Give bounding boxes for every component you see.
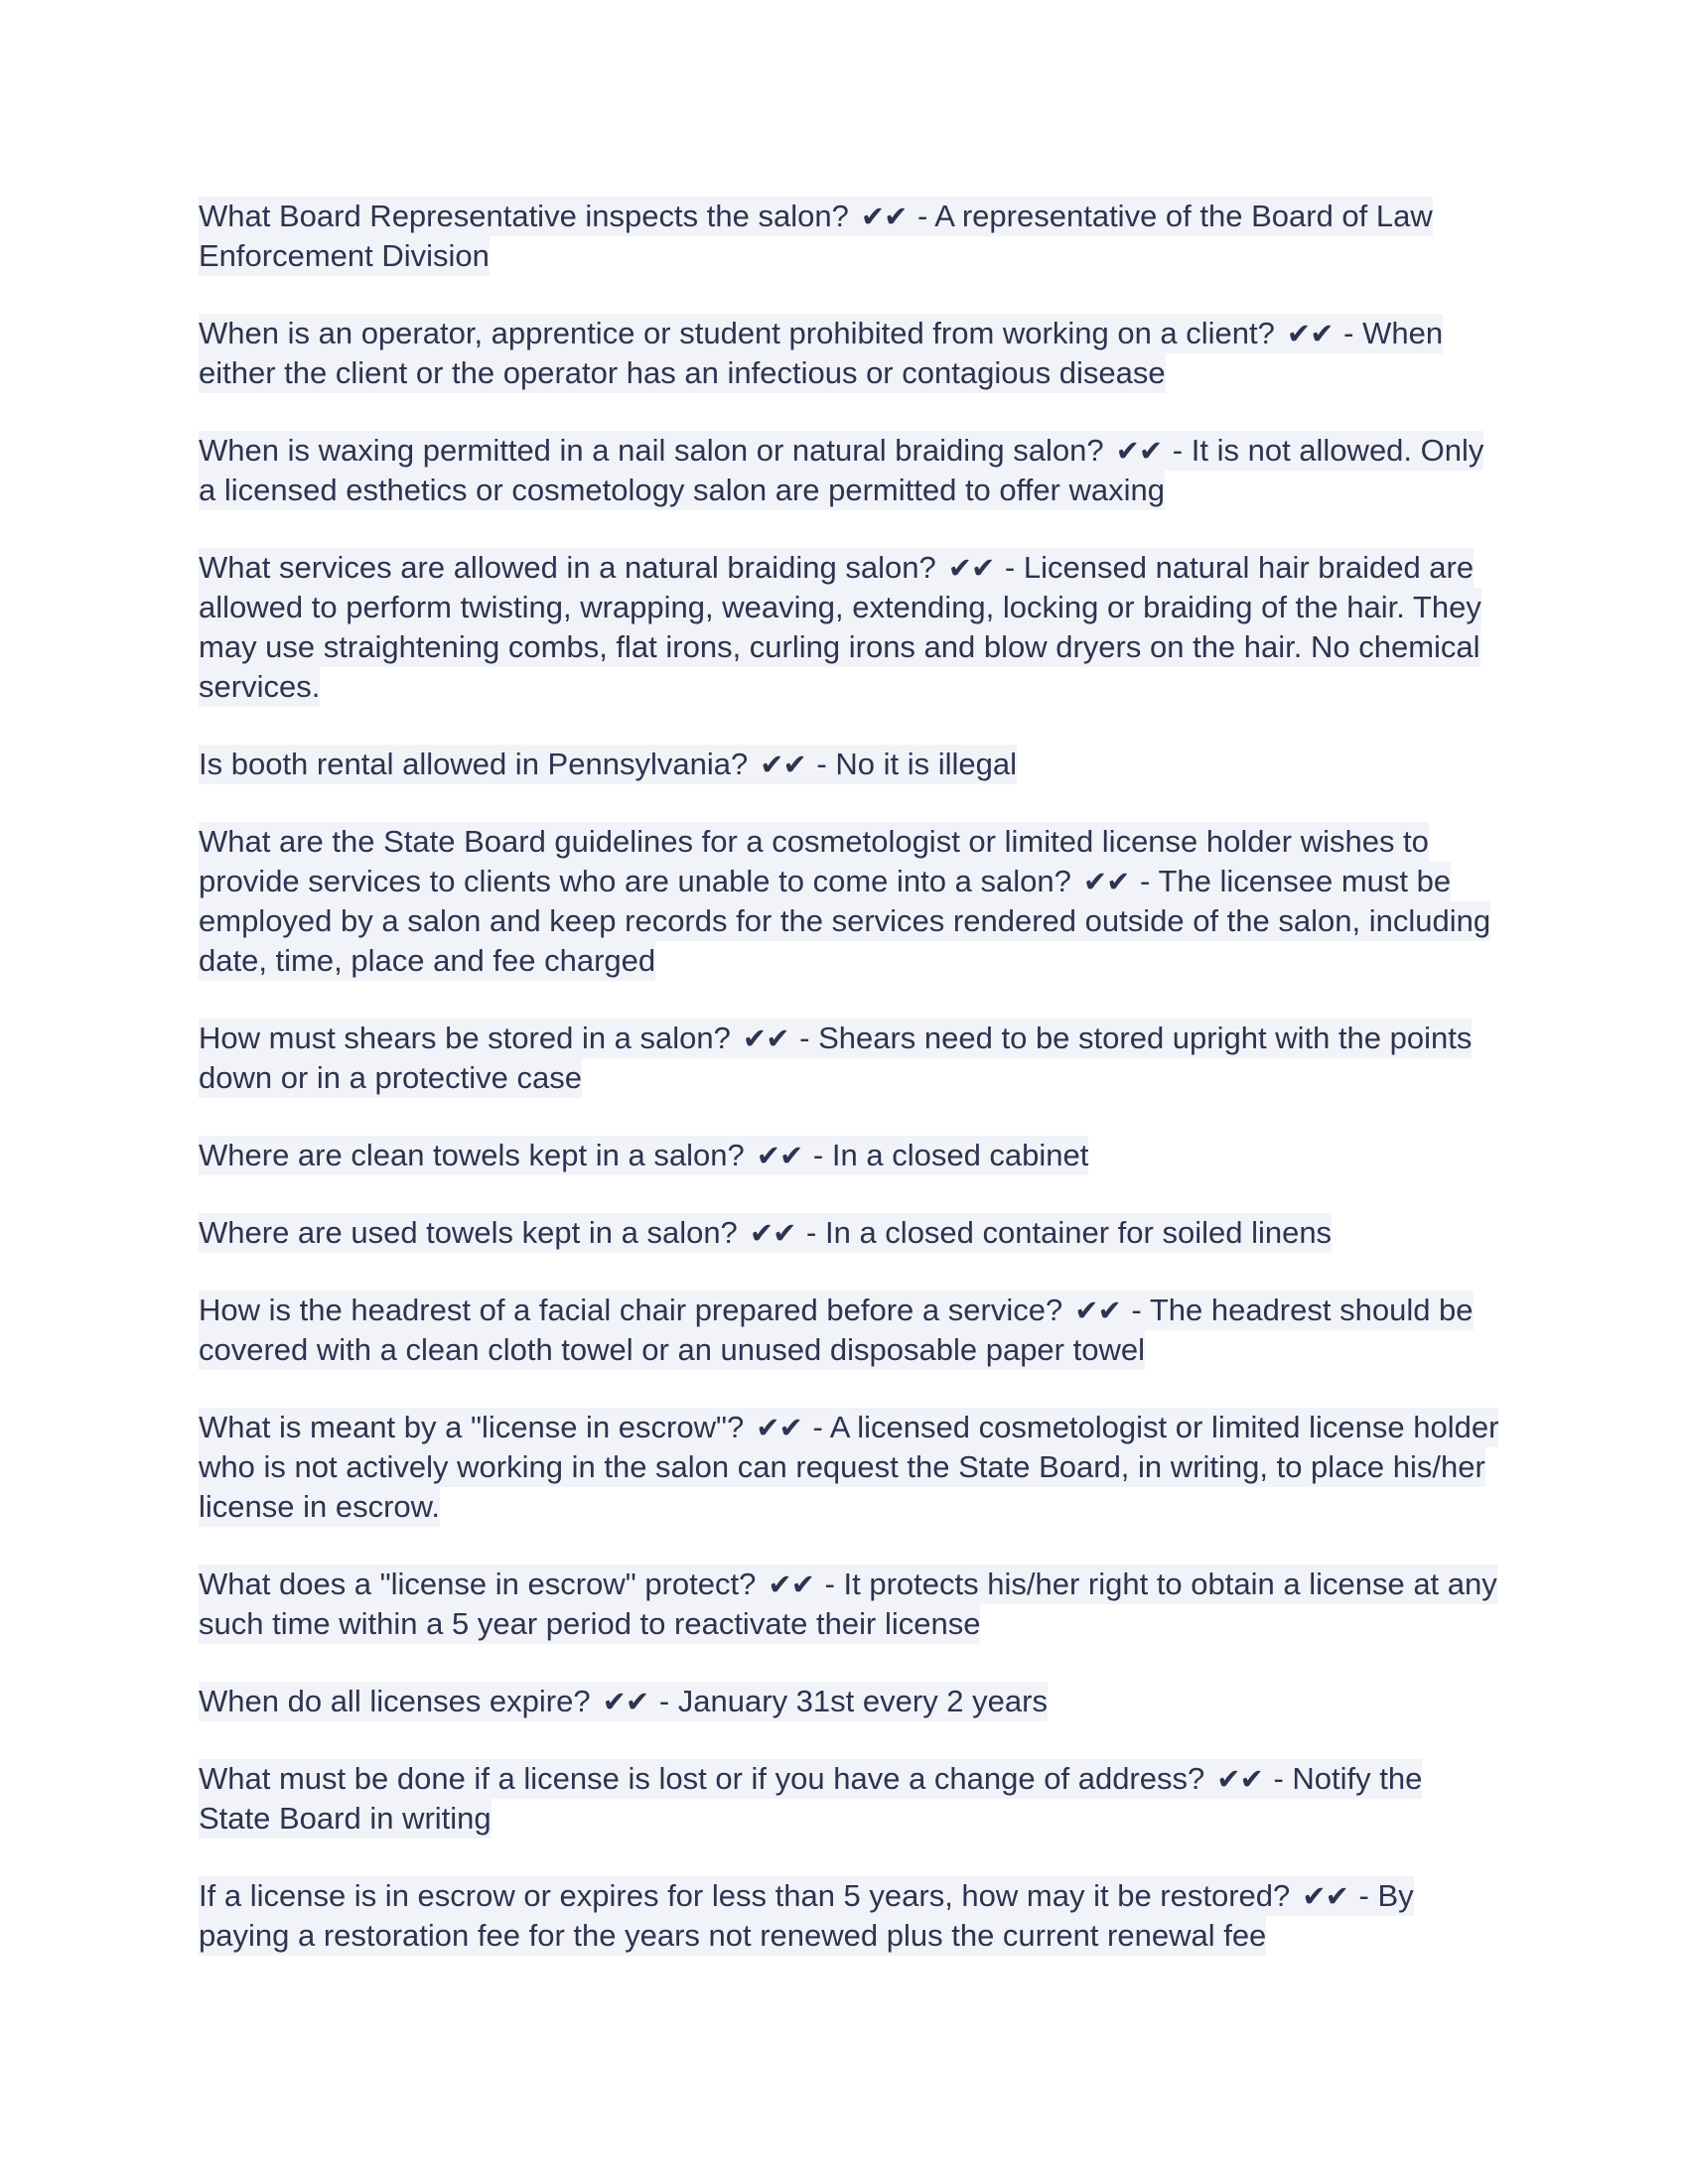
qa-highlight [199,1136,1088,1175]
qa-item [199,1408,1499,1527]
answer-text: The licensee must be employed by a salon and keep records for the services rendered outside of the salon, including date, time, place and fee charged [199,864,1491,978]
answer-separator: - [803,1410,830,1444]
double-check-icon: ✔✔ [1302,1879,1348,1913]
answer-separator: - [804,1138,832,1172]
qa-item [199,197,1499,276]
answer-text: In a closed cabinet [831,1138,1089,1172]
qa-highlight [199,431,1483,510]
flashcard-document [199,197,1499,1993]
double-check-icon: ✔✔ [1074,1294,1121,1327]
qa-highlight [199,1682,1048,1721]
answer-text: A representative of the Board of Law Enforcement Division [199,199,1433,273]
answer-separator: - [1335,316,1363,350]
double-check-icon: ✔✔ [768,1568,814,1601]
double-check-icon: ✔✔ [1216,1762,1263,1796]
question-text: How is the headrest of a facial chair prepared before a service? [199,1293,1063,1327]
double-check-icon: ✔✔ [1082,865,1130,898]
answer-separator: - [1349,1878,1378,1913]
answer-separator: - [807,747,836,781]
question-text: What services are allowed in a natural braiding salon? [199,550,936,585]
qa-item [199,1565,1499,1644]
qa-highlight [199,1213,1332,1253]
question-text: If a license is in escrow or expires for less than 5 years, how may it be restored? [199,1878,1291,1913]
qa-highlight [199,548,1481,707]
qa-item [199,1136,1499,1175]
qa-highlight [199,314,1443,393]
question-text: What does a "license in escrow" protect? [199,1567,757,1601]
qa-item [199,431,1499,510]
double-check-icon: ✔✔ [947,551,995,585]
qa-highlight [199,1876,1414,1956]
qa-item [199,745,1499,784]
answer-text: Licensed natural hair braided are allowed to perform twisting, wrapping, weaving, extending, locking or braiding of the hair. They may use straightening combs, flat irons, curling irons and blow dryers on the hair. No chemical services. [199,550,1481,704]
answer-text: Notify the State Board in writing [199,1761,1423,1836]
qa-highlight [199,197,1433,276]
double-check-icon: ✔✔ [756,1411,802,1444]
answer-text: The headrest should be covered with a clean cloth towel or an unused disposable paper towel [199,1293,1474,1367]
double-check-icon: ✔✔ [602,1685,649,1718]
double-check-icon: ✔✔ [1115,434,1163,468]
answer-separator: - [650,1684,678,1718]
answer-separator: - [815,1567,844,1601]
answer-text: A licensed cosmetologist or limited license holder who is not actively working in the salon can request the State Board, in writing, to place his/her license in escrow. [199,1410,1499,1524]
answer-separator: - [790,1021,819,1055]
answer-text: It protects his/her right to obtain a license at any such time within a 5 year period to reactivate their license [199,1567,1497,1641]
answer-text: Shears need to be stored upright with the points down or in a protective case [199,1021,1473,1095]
question-text: Where are used towels kept in a salon? [199,1215,738,1250]
double-check-icon: ✔✔ [760,748,806,781]
question-text: What must be done if a license is lost or if you have a change of address? [199,1761,1205,1796]
answer-text: In a closed container for soiled linens [824,1215,1333,1250]
answer-separator: - [797,1215,825,1250]
answer-separator: - [1264,1761,1293,1796]
answer-separator: - [1131,864,1159,898]
qa-item [199,314,1499,393]
answer-separator: - [996,550,1024,585]
question-text: Where are clean towels kept in a salon? [199,1138,745,1172]
question-text: When is waxing permitted in a nail salon or natural braiding salon? [199,433,1104,468]
qa-highlight [199,1565,1497,1644]
qa-item [199,1019,1499,1098]
answer-separator: - [909,199,935,233]
question-text: When do all licenses expire? [199,1684,591,1718]
question-text: What Board Representative inspects the salon? [199,199,849,233]
double-check-icon: ✔✔ [1286,317,1334,350]
double-check-icon: ✔✔ [756,1139,803,1172]
qa-highlight [199,1291,1474,1370]
answer-separator: - [1122,1293,1150,1327]
question-text: How must shears be stored in a salon? [199,1021,731,1055]
qa-item [199,1876,1499,1956]
answer-text: When either the client or the operator has an infectious or contagious disease [199,316,1444,390]
qa-item [199,1682,1499,1721]
answer-text: No it is illegal [835,747,1017,781]
qa-item [199,548,1499,707]
qa-item [199,1759,1499,1839]
double-check-icon: ✔✔ [742,1022,789,1055]
question-text: What are the State Board guidelines for a cosmetologist or limited license holder wishes to provide services to clients who are unable to come into a salon? [199,824,1429,898]
qa-highlight [199,1408,1498,1527]
double-check-icon: ✔✔ [860,200,908,233]
qa-highlight [199,745,1017,784]
qa-highlight [199,1019,1472,1098]
answer-text: January 31st every 2 years [677,1684,1048,1718]
question-text: What is meant by a "license in escrow"? [199,1410,745,1444]
qa-item [199,1291,1499,1370]
question-text: Is booth rental allowed in Pennsylvania? [199,747,749,781]
answer-separator: - [1164,433,1192,468]
qa-highlight [199,1759,1422,1839]
qa-highlight [199,822,1490,981]
answer-text: By paying a restoration fee for the years not renewed plus the current renewal fee [199,1878,1414,1953]
qa-item [199,822,1499,981]
double-check-icon: ✔✔ [749,1216,796,1250]
answer-text: It is not allowed. Only a licensed esthetics or cosmetology salon are permitted to offer waxing [199,433,1484,507]
question-text: When is an operator, apprentice or student prohibited from working on a client? [199,316,1275,350]
qa-item [199,1213,1499,1253]
